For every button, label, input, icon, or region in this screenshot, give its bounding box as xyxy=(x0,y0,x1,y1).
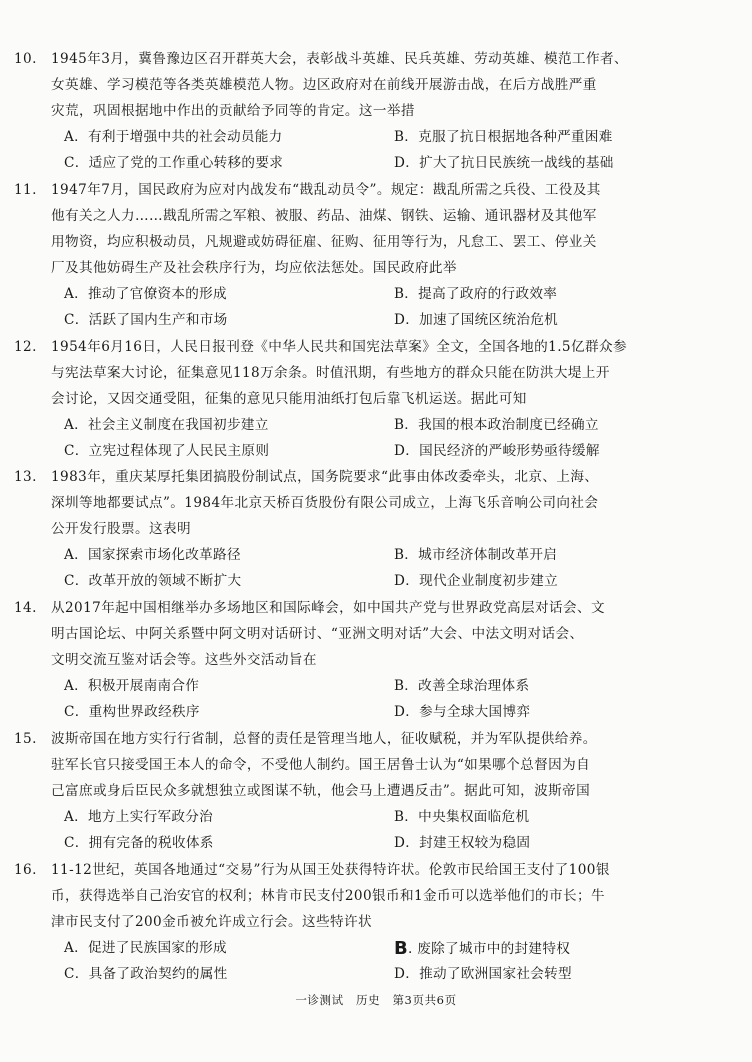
option-b-text: . 废除了城市中的封建特权 xyxy=(408,941,571,957)
question-number: 16. xyxy=(14,862,37,878)
stem-line: 与宪法草案大讨论，征集意见118万余条。时值汛期，有些地方的群众只能在防洪大堤上开 xyxy=(51,365,610,381)
option-c: C．活跃了国内生产和市场 xyxy=(64,312,228,328)
option-b: B．我国的根本政治制度已经确立 xyxy=(394,417,599,433)
stem-line: 从2017年起中国相继举办多场地区和国际峰会，如中国共产党与世界政党高层对话会、文 xyxy=(51,600,605,616)
stem-line: 驻军长官只接受国王本人的命令，不受他人制约。国王居鲁士认为“如果哪个总督因为自 xyxy=(51,757,591,773)
stem-line: 会讨论，又因交通受阻，征集的意见只能用油纸打包后靠飞机运送。据此可知 xyxy=(51,391,527,407)
stem-line: 1945年3月，冀鲁豫边区召开群英大会，表彰战斗英雄、民兵英雄、劳动英雄、模范工作者、 xyxy=(51,51,629,67)
stem-line: 币，获得选举自己治安官的权利；林肯市民支付200银币和1金币可以选举他们的市长；牛 xyxy=(51,888,605,904)
stem-line: 女英雄、学习模范等各类英雄模范人物。边区政府对在前线开展游击战，在后方战胜严重 xyxy=(51,77,597,93)
question-number: 13. xyxy=(14,469,37,485)
question-stem xyxy=(14,46,682,124)
question-14 xyxy=(0,595,752,725)
question-15 xyxy=(0,726,752,856)
option-d: D．参与全球大国博弈 xyxy=(394,704,531,720)
question-number: 10. xyxy=(14,51,37,67)
page-footer xyxy=(0,992,752,1008)
option-c: C．立宪过程体现了人民民主原则 xyxy=(64,443,270,459)
stem-line: 文明交流互鉴对话会等。这些外交活动旨在 xyxy=(51,652,317,668)
option-b: B．城市经济体制改革开启 xyxy=(394,547,558,563)
option-b: B．改善全球治理体系 xyxy=(394,678,530,694)
stem-line: 1947年7月，国民政府为应对内战发布“戡乱动员令”。规定：戡乱所需之兵役、工役及其 xyxy=(51,182,601,198)
stem-line: 1983年，重庆某厚托集团搞股份制试点，国务院要求“此事由体改委牵头，北京、上海、 xyxy=(51,469,599,485)
question-stem xyxy=(14,464,682,542)
stem-line: 厂及其他妨碍生产及社会秩序行为，均应依法惩处。国民政府此举 xyxy=(51,260,457,276)
question-11 xyxy=(0,177,752,333)
question-stem xyxy=(14,857,682,935)
option-a: A．有利于增强中共的社会动员能力 xyxy=(64,129,283,145)
option-a: A．国家探索市场化改革路径 xyxy=(64,547,241,563)
option-b-handwritten xyxy=(394,935,570,962)
option-c: C．重构世界政经秩序 xyxy=(64,704,200,720)
question-stem xyxy=(14,177,682,281)
stem-line: 津市民支付了200金币被允许成立行会。这些特许状 xyxy=(51,914,373,930)
question-13 xyxy=(0,464,752,594)
option-a: A．社会主义制度在我国初步建立 xyxy=(64,417,269,433)
question-10 xyxy=(0,46,752,176)
option-b: B．克服了抗日根据地各种严重困难 xyxy=(394,129,613,145)
option-c: C．适应了党的工作重心转移的要求 xyxy=(64,155,284,171)
option-d: D．加速了国统区统治危机 xyxy=(394,312,559,328)
question-number: 14. xyxy=(14,600,37,616)
option-a: A．积极开展南南合作 xyxy=(64,678,200,694)
question-12 xyxy=(0,334,752,464)
stem-line: 波斯帝国在地方实行行省制，总督的责任是管理当地人，征收赋税，并为军队提供给养。 xyxy=(51,731,597,747)
stem-line: 11-12世纪，英国各地通过“交易”行为从国王处获得特许状。伦敦市民给国王支付了100银 xyxy=(51,862,610,878)
footer-exam: 一诊测试 xyxy=(295,993,344,1007)
question-stem xyxy=(14,595,682,673)
question-16 xyxy=(0,857,752,987)
stem-line: 深圳等地都要试点”。1984年北京天桥百货股份有限公司成立，上海飞乐音响公司向社会 xyxy=(51,495,599,511)
stem-line: 用物资，均应积极动员，凡规避或妨碍征雇、征购、征用等行为，凡怠工、罢工、停业关 xyxy=(51,234,597,250)
option-a: A．促进了民族国家的形成 xyxy=(64,940,227,956)
option-d: D．封建王权较为稳固 xyxy=(394,835,531,851)
option-d: D．推动了欧洲国家社会转型 xyxy=(394,966,572,982)
option-b: B．中央集权面临危机 xyxy=(394,809,530,825)
handwritten-b-mark: B xyxy=(394,938,409,959)
stem-line: 己富庶或身后臣民众多就想独立或图谋不轨，他会马上遭遇反击”。据此可知，波斯帝国 xyxy=(51,783,591,799)
option-c: C．改革开放的领域不断扩大 xyxy=(64,573,242,589)
question-number: 11. xyxy=(14,182,37,198)
stem-line: 明古国论坛、中阿关系暨中阿文明对话研讨、“亚洲文明对话”大会、中法文明对话会、 xyxy=(51,626,584,642)
question-number: 15. xyxy=(14,731,37,747)
option-a: A．推动了官僚资本的形成 xyxy=(64,286,227,302)
question-stem xyxy=(14,334,682,412)
question-stem xyxy=(14,726,682,804)
option-c: C．拥有完备的税收体系 xyxy=(64,835,214,851)
option-d: D．国民经济的严峻形势亟待缓解 xyxy=(394,443,600,459)
footer-subject: 历史 xyxy=(355,993,381,1007)
option-d: D．扩大了抗日民族统一战线的基础 xyxy=(394,155,614,171)
footer-page: 第3页共6页 xyxy=(392,993,457,1007)
stem-line: 灾荒，巩固根据地中作出的贡献给予同等的肯定。这一举措 xyxy=(51,103,415,119)
stem-line: 他有关之人力……戡乱所需之军粮、被服、药品、油煤、钢铁、运输、通讯器材及其他军 xyxy=(51,208,597,224)
option-b: B．提高了政府的行政效率 xyxy=(394,286,558,302)
option-a: A．地方上实行军政分治 xyxy=(64,809,214,825)
option-d: D．现代企业制度初步建立 xyxy=(394,573,559,589)
stem-line: 公开发行股票。这表明 xyxy=(51,521,191,537)
option-c: C．具备了政治契约的属性 xyxy=(64,966,228,982)
stem-line: 1954年6月16日，人民日报刊登《中华人民共和国宪法草案》全文，全国各地的1.5亿群众参 xyxy=(51,339,627,355)
question-number: 12. xyxy=(14,339,37,355)
